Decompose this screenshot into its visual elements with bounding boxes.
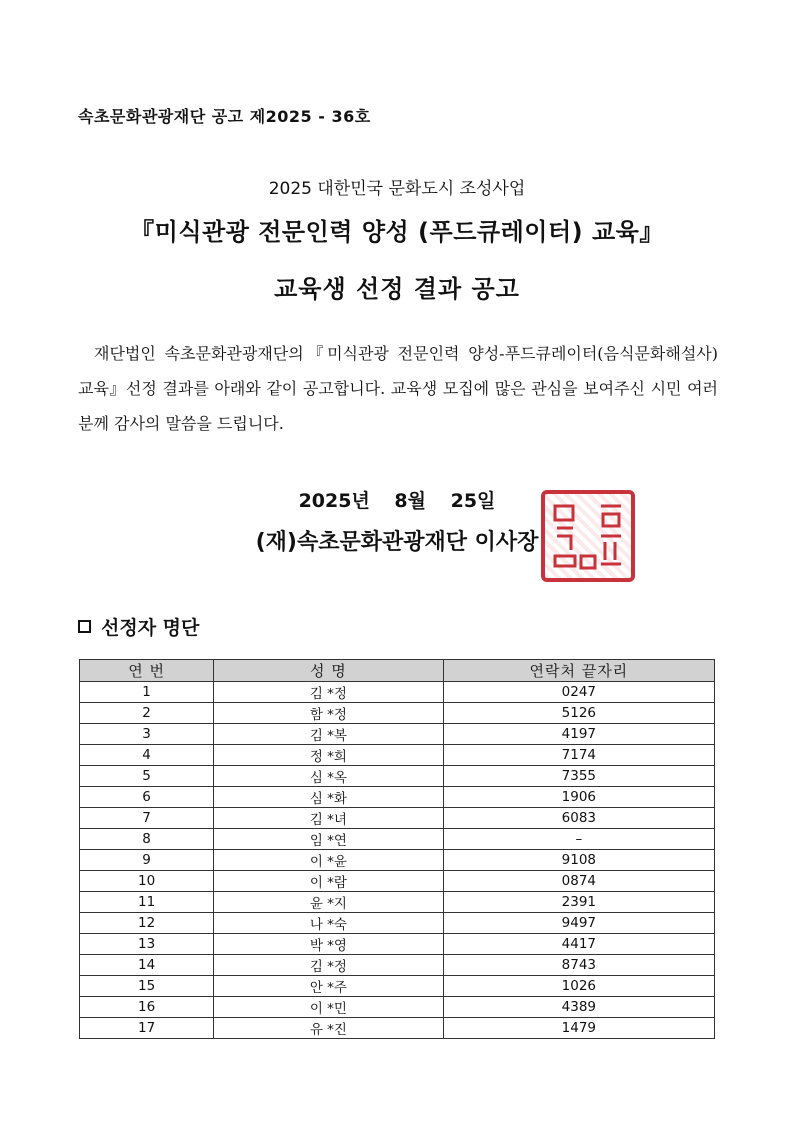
table-row [80, 829, 715, 850]
cell-contact: 1479 [443, 1018, 714, 1039]
cell-name: 김 *녀 [214, 808, 443, 829]
cell-contact: 8743 [443, 955, 714, 976]
cell-name: 심 *화 [214, 787, 443, 808]
cell-contact: 5126 [443, 703, 714, 724]
table-row [80, 976, 715, 997]
cell-number: 11 [80, 892, 214, 913]
cell-number: 4 [80, 745, 214, 766]
table-row [80, 892, 715, 913]
cell-name: 유 *진 [214, 1018, 443, 1039]
table-row [80, 724, 715, 745]
cell-contact: 1906 [443, 787, 714, 808]
cell-contact: 7174 [443, 745, 714, 766]
table-row [80, 913, 715, 934]
cell-number: 12 [80, 913, 214, 934]
cell-number: 15 [80, 976, 214, 997]
official-seal-icon [541, 490, 635, 582]
cell-number: 2 [80, 703, 214, 724]
cell-contact: – [443, 829, 714, 850]
column-header-name: 성 명 [214, 660, 443, 682]
cell-number: 5 [80, 766, 214, 787]
cell-contact: 9497 [443, 913, 714, 934]
cell-contact: 0247 [443, 682, 714, 703]
table-row [80, 997, 715, 1018]
cell-number: 14 [80, 955, 214, 976]
cell-number: 1 [80, 682, 214, 703]
cell-number: 8 [80, 829, 214, 850]
table-row [80, 934, 715, 955]
page-subtitle-heading: 교육생 선정 결과 공고 [274, 275, 520, 303]
notice-number: 속초문화관광재단 공고 제2025 - 36호 [78, 107, 371, 126]
selected-trainees-table [79, 659, 715, 1039]
cell-number: 3 [80, 724, 214, 745]
column-header-contact: 연락처 끝자리 [443, 660, 714, 682]
cell-name: 정 *희 [214, 745, 443, 766]
cell-name: 김 *정 [214, 682, 443, 703]
cell-contact: 0874 [443, 871, 714, 892]
table-row [80, 745, 715, 766]
cell-name: 윤 *지 [214, 892, 443, 913]
cell-number: 7 [80, 808, 214, 829]
section-title-text: 선정자 명단 [101, 617, 200, 639]
cell-name: 함 *정 [214, 703, 443, 724]
cell-name: 이 *윤 [214, 850, 443, 871]
cell-contact: 7355 [443, 766, 714, 787]
cell-number: 10 [80, 871, 214, 892]
table-row [80, 766, 715, 787]
cell-name: 이 *람 [214, 871, 443, 892]
announcement-paragraph: 재단법인 속초문화관광재단의『미식관광 전문인력 양성-푸드큐레이터(음식문화해설사) 교육』선정 결과를 아래와 같이 공고합니다. 교육생 모집에 많은 관심을 보여주신 시민 여러분께 감사의 말씀을 드립니다. [78, 344, 718, 433]
subtitle: 2025 대한민국 문화도시 조성사업 [268, 179, 526, 199]
table-row [80, 955, 715, 976]
cell-name: 안 *주 [214, 976, 443, 997]
cell-contact: 6083 [443, 808, 714, 829]
cell-number: 17 [80, 1018, 214, 1039]
cell-name: 김 *복 [214, 724, 443, 745]
announcement-date: 2025년 8월 25일 [298, 490, 496, 512]
cell-name: 김 *정 [214, 955, 443, 976]
seal-pattern [545, 494, 631, 578]
table-row [80, 703, 715, 724]
cell-contact: 1026 [443, 976, 714, 997]
cell-contact: 4197 [443, 724, 714, 745]
cell-name: 임 *연 [214, 829, 443, 850]
cell-number: 16 [80, 997, 214, 1018]
section-title-selected-list [78, 613, 199, 640]
checkbox-icon [78, 620, 91, 633]
cell-contact: 2391 [443, 892, 714, 913]
cell-number: 13 [80, 934, 214, 955]
cell-name: 박 *영 [214, 934, 443, 955]
cell-name: 심 *옥 [214, 766, 443, 787]
cell-contact: 9108 [443, 850, 714, 871]
table-row [80, 1018, 715, 1039]
cell-number: 9 [80, 850, 214, 871]
table-row [80, 787, 715, 808]
cell-contact: 4417 [443, 934, 714, 955]
issuer-name: (재)속초문화관광재단 이사장 [255, 530, 539, 555]
cell-name: 이 *민 [214, 997, 443, 1018]
cell-number: 6 [80, 787, 214, 808]
cell-contact: 4389 [443, 997, 714, 1018]
table-row [80, 871, 715, 892]
table-row [80, 850, 715, 871]
column-header-number: 연 번 [80, 660, 214, 682]
page-title: 『미식관광 전문인력 양성 (푸드큐레이터) 교육』 [130, 218, 664, 246]
table-row [80, 808, 715, 829]
table-header-row [80, 660, 715, 682]
cell-name: 나 *숙 [214, 913, 443, 934]
announcement-body [78, 336, 718, 441]
table-row [80, 682, 715, 703]
